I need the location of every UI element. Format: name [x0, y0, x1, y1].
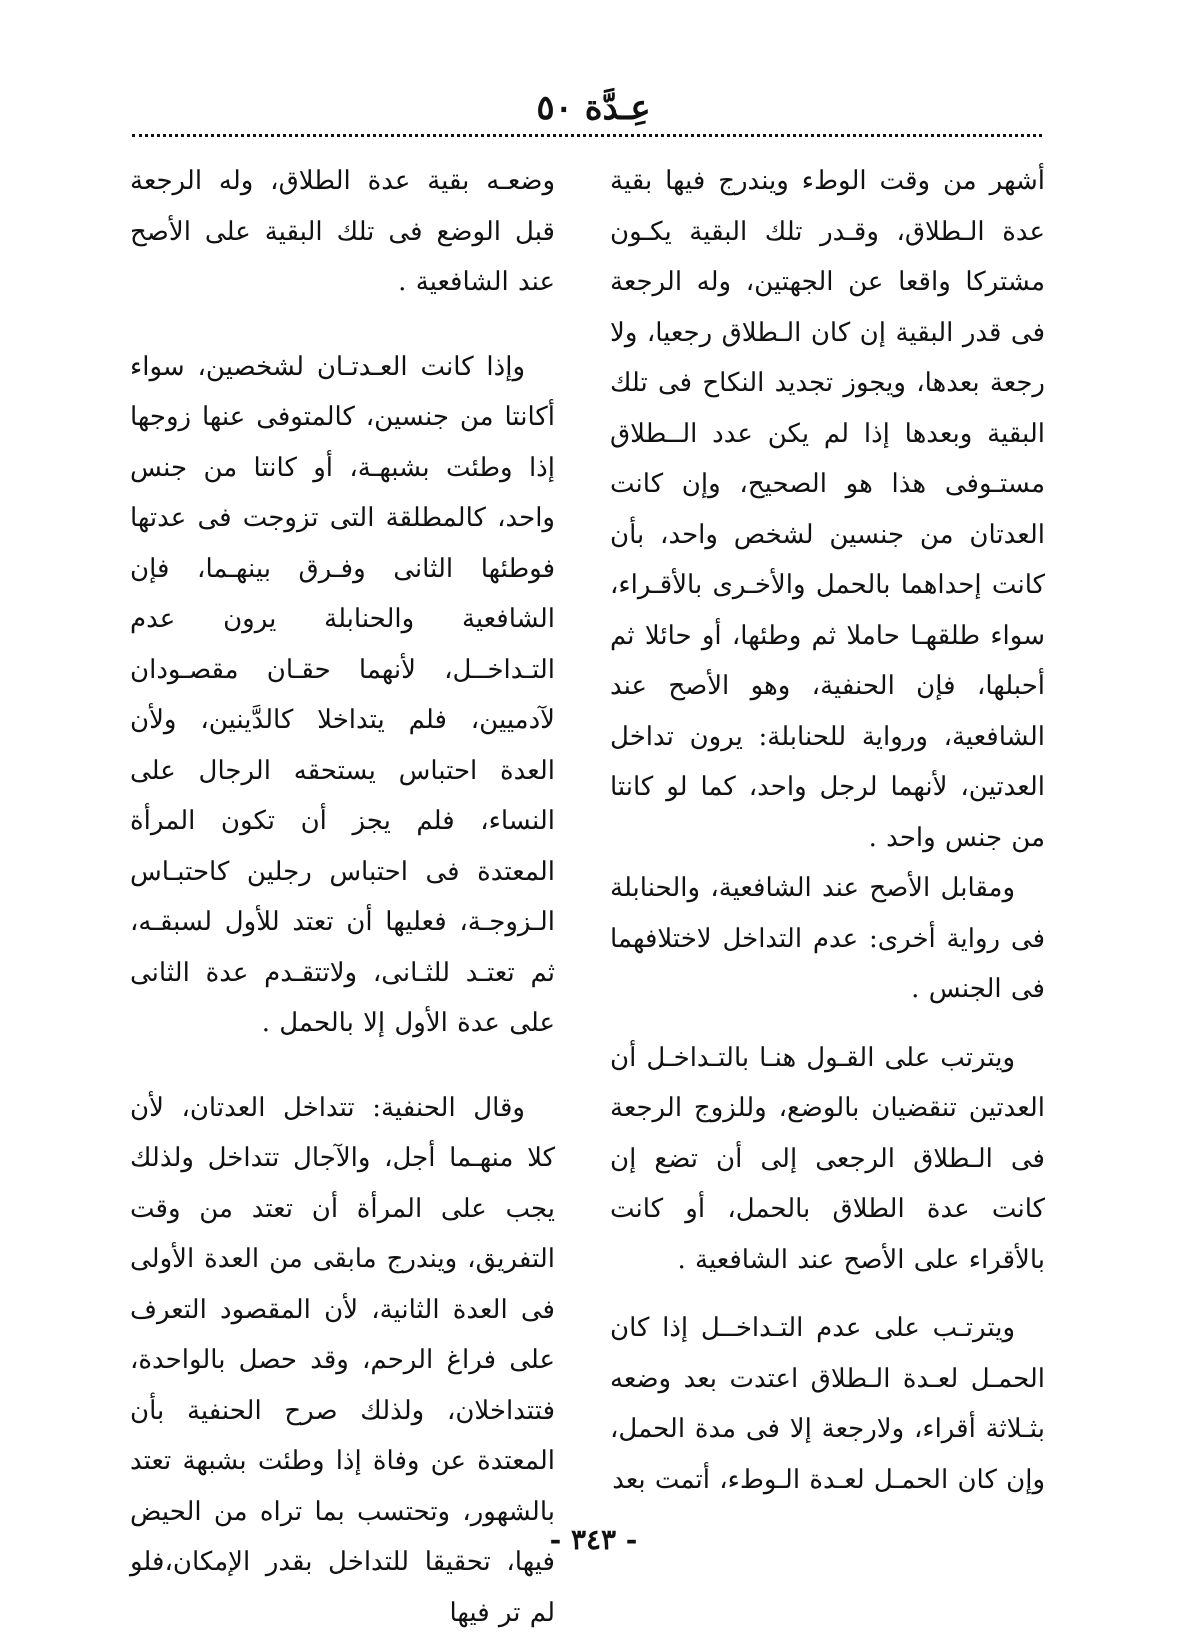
left-text-column	[130, 156, 555, 1386]
paragraph: وقال الحنفية: تتداخل العدتان، لأن كلا منهـما أجل، والآجال تتداخل ولذلك يجب على المرأة أن تعتد من وقت التفريق، ويندرج مابقى من العدة الأولى فى العدة الثانية، لأن المقصود التعرف على فراغ الرحم، وقد حصل بالواحدة، فتتداخلان، ولذلك صرح الحنفية بأن المعتدة عن وفاة إذا وطئت بشبهة تعتد بالشهور، وتحتسب بما تراه من الحيض فيها، تحقيقا للتداخل بقدر الإمكان،فلو لم تر فيها	[130, 1083, 555, 1638]
paragraph: ويترتـب على عدم التـداخــل إذا كان الحمـل لعـدة الـطلاق اعتدت بعد وضعه بثـلاثة أقراء، ولارجعة إلا فى مدة الحمل، وإن كان الحمـل لعـدة الـوطء، أتمت بعد	[610, 1303, 1045, 1505]
header-dotted-rule	[132, 134, 1042, 137]
paragraph: وإذا كانت العـدتـان لشخصين، سواء أكانتا من جنسين، كالمتوفى عنها زوجها إذا وطئت بشبهـة، أو كانتا من جنس واحد، كالمطلقة التى تزوجت فى عدتها فوطئها الثانى وفـرق بينهـما، فإن الشافعية والحنابلة يرون عدم التـداخــل، لأنهما حقـان مقصـودان لآدميين، فلم يتداخلا كالدَّينين، ولأن العدة احتباس يستحقه الرجال على النساء، فلم يجز أن تكون المرأة المعتدة فى احتباس رجلين كاحتبـاس الـزوجـة، فعليها أن تعتد للأول لسبقـه، ثم تعتـد للثـانى، ولاتتقـدم عدة الثانى على عدة الأول إلا بالحمل .	[130, 342, 555, 1049]
paragraph: وضعـه بقية عدة الطلاق، وله الرجعة قبل الوضع فى تلك البقية على الأصح عند الشافعية .	[130, 156, 555, 308]
paragraph: ومقابل الأصح عند الشافعية، والحنابلة فى رواية أخرى: عدم التداخل لاختلافهما فى الجنس .	[610, 863, 1045, 1015]
right-text-column	[610, 156, 1045, 1386]
page-number: - ٣٤٣ -	[0, 1520, 1187, 1560]
paragraph: أشهر من وقت الوطء ويندرج فيها بقية عدة الـطلاق، وقـدر تلك البقية يكـون مشتركا واقعا عن الجهتين، وله الرجعة فى قدر البقية إن كان الـطلاق رجعيا، ولا رجعة بعدها، ويجوز تجديد النكاح فى تلك البقية وبعدها إذا لم يكن عدد الــطلاق مستـوفى هذا هو الصحيح، وإن كانت العدتان من جنسين لشخص واحد، بأن كانت إحداهما بالحمل والأخـرى بالأقـراء، سواء طلقهـا حاملا ثم وطئها، أو حائلا ثم أحبلها، فإن الحنفية، وهو الأصح عند الشافعية، ورواية للحنابلة: يرون تداخل العدتين، لأنهما لرجل واحد، كما لو كانتا من جنس واحد .	[610, 156, 1045, 863]
paragraph: ويترتب على القـول هنـا بالتـداخـل أن العدتين تنقضيان بالوضع، وللزوج الرجعة فى الـطلاق الرجعى إلى أن تضع إن كانت عدة الطلاق بالحمل، أو كانت بالأقراء على الأصح عند الشافعية .	[610, 1033, 1045, 1286]
running-header-title: عِـدَّة ٥٠	[0, 86, 1187, 130]
